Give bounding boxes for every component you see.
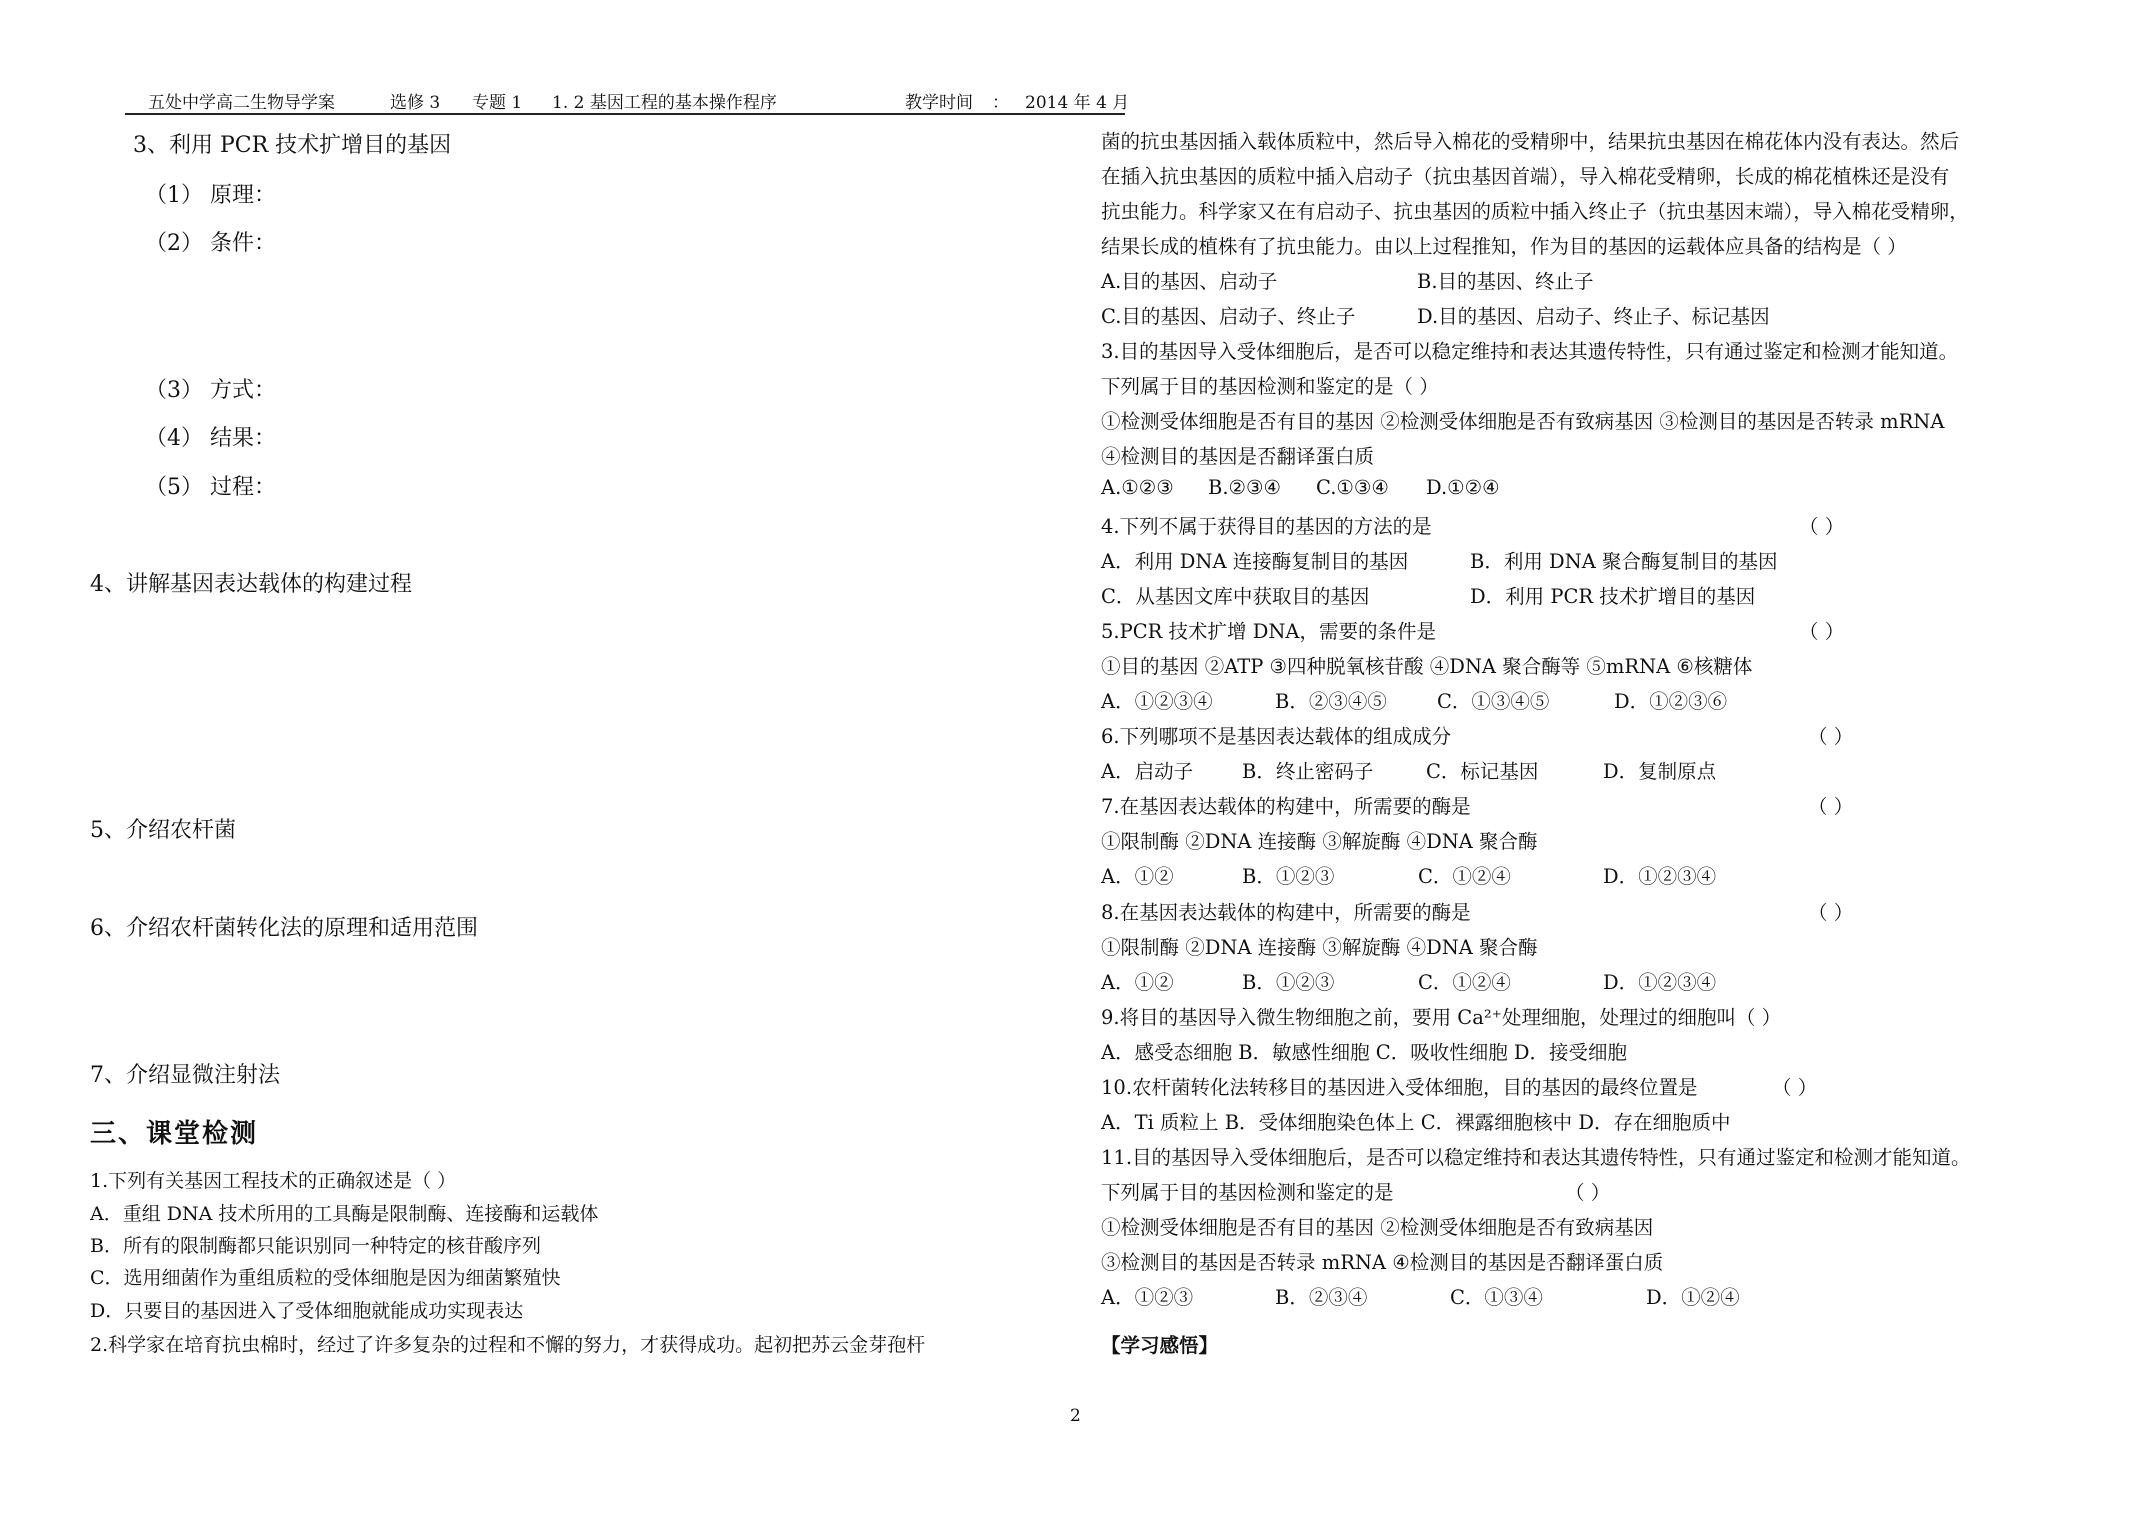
header-colon: ： — [992, 93, 1009, 113]
q6-option-c: C．标记基因 — [1426, 760, 1539, 783]
q8-answer-paren: （ ） — [1808, 901, 1854, 924]
q7-option-a: A．①② — [1101, 865, 1174, 888]
q4-answer-paren: （ ） — [1799, 515, 1845, 538]
q5-option-c: C．①③④⑤ — [1437, 690, 1550, 713]
q7-stem: 7.在基因表达载体的构建中，所需要的酶是 — [1101, 795, 1471, 818]
section-6-title: 6、介绍农杆菌转化法的原理和适用范围 — [90, 916, 478, 941]
q2-stem-line: 菌的抗虫基因插入载体质粒中，然后导入棉花的受精卵中，结果抗虫基因在棉花体内没有表达。然后 — [1101, 130, 1960, 153]
header-module: 选修 3 — [390, 93, 441, 113]
q4-option-c: C．从基因文库中获取目的基因 — [1101, 585, 1370, 608]
q2-option-a: A.目的基因、启动子 — [1101, 270, 1278, 293]
header-time-label: 教学时间 — [905, 93, 973, 113]
s3-item-process: （5） 过程： — [145, 475, 276, 500]
s3-item-principle: （1） 原理： — [145, 183, 276, 208]
q6-answer-paren: （ ） — [1808, 725, 1854, 748]
q5-stem: 5.PCR 技术扩增 DNA，需要的条件是 — [1101, 620, 1437, 643]
q3-stem-line: 下列属于目的基因检测和鉴定的是（ ） — [1101, 375, 1439, 398]
header-topic: 专题 1 — [472, 93, 523, 113]
reflection-heading: 【学习感悟】 — [1101, 1334, 1219, 1357]
q7-items: ①限制酶 ②DNA 连接酶 ③解旋酶 ④DNA 聚合酶 — [1101, 830, 1538, 853]
q3-option-d: D.①②④ — [1426, 476, 1500, 499]
q4-stem: 4.下列不属于获得目的基因的方法的是 — [1101, 515, 1432, 538]
q3-items-line: ④检测目的基因是否翻译蛋白质 — [1101, 445, 1375, 468]
s3-item-method: （3） 方式： — [145, 378, 276, 403]
q8-option-a: A．①② — [1101, 971, 1174, 994]
q5-option-a: A．①②③④ — [1101, 690, 1213, 713]
q5-option-d: D．①②③⑥ — [1614, 690, 1728, 713]
q9-options: A．感受态细胞 B．敏感性细胞 C．吸收性细胞 D．接受细胞 — [1101, 1041, 1628, 1064]
section-7-title: 7、介绍显微注射法 — [90, 1063, 280, 1088]
q6-option-a: A．启动子 — [1101, 760, 1194, 783]
q11-option-a: A．①②③ — [1101, 1286, 1194, 1309]
q11-items-line: ③检测目的基因是否转录 mRNA ④检测目的基因是否翻译蛋白质 — [1101, 1251, 1664, 1274]
q10-stem: 10.农杆菌转化法转移目的基因进入受体细胞，目的基因的最终位置是 — [1101, 1076, 1698, 1099]
q10-options: A．Ti 质粒上 B．受体细胞染色体上 C．裸露细胞核中 D．存在细胞质中 — [1101, 1111, 1731, 1134]
q11-items-line: ①检测受体细胞是否有目的基因 ②检测受体细胞是否有致病基因 — [1101, 1216, 1654, 1239]
header-section: 1. 2 基因工程的基本操作程序 — [552, 93, 777, 113]
q3-stem-line: 3.目的基因导入受体细胞后，是否可以稳定维持和表达其遗传特性，只有通过鉴定和检测才能知道。 — [1101, 340, 1959, 363]
q1-option-d: D．只要目的基因进入了受体细胞就能成功实现表达 — [90, 1300, 524, 1322]
section-5-title: 5、介绍农杆菌 — [90, 818, 236, 843]
q9-stem: 9.将目的基因导入微生物细胞之前，要用 Ca²⁺处理细胞，处理过的细胞叫（ ） — [1101, 1006, 1782, 1029]
q2-option-d: D.目的基因、启动子、终止子、标记基因 — [1417, 305, 1770, 328]
q6-stem: 6.下列哪项不是基因表达载体的组成成分 — [1101, 725, 1452, 748]
part-3-heading: 三、课堂检测 — [90, 1119, 259, 1149]
header-school: 五处中学高二生物导学案 — [148, 93, 335, 113]
q8-option-c: C．①②④ — [1418, 971, 1511, 994]
q5-items: ①目的基因 ②ATP ③四种脱氧核苷酸 ④DNA 聚合酶等 ⑤mRNA ⑥核糖体 — [1101, 655, 1753, 678]
q4-option-d: D．利用 PCR 技术扩增目的基因 — [1470, 585, 1756, 608]
q8-stem: 8.在基因表达载体的构建中，所需要的酶是 — [1101, 901, 1471, 924]
q11-stem-line: 下列属于目的基因检测和鉴定的是 — [1101, 1181, 1394, 1204]
q8-option-b: B．①②③ — [1242, 971, 1335, 994]
section-4-title: 4、讲解基因表达载体的构建过程 — [90, 572, 412, 597]
q4-option-b: B．利用 DNA 聚合酶复制目的基因 — [1470, 550, 1778, 573]
q2-stem-line: 结果长成的植株有了抗虫能力。由以上过程推知，作为目的基因的运载体应具备的结构是（ ） — [1101, 235, 1907, 258]
q7-option-d: D．①②③④ — [1603, 865, 1717, 888]
q11-option-c: C．①③④ — [1450, 1286, 1543, 1309]
page-number: 2 — [1070, 1406, 1081, 1426]
q7-option-c: C．①②④ — [1418, 865, 1511, 888]
q2-stem-line: 在插入抗虫基因的质粒中插入启动子（抗虫基因首端），导入棉花受精卵，长成的棉花植株还是没有 — [1101, 165, 1950, 188]
q2-option-c: C.目的基因、启动子、终止子 — [1101, 305, 1356, 328]
s3-item-result: （4） 结果： — [145, 426, 276, 451]
q10-answer-paren: （ ） — [1772, 1076, 1818, 1099]
q8-option-d: D．①②③④ — [1603, 971, 1717, 994]
q2-option-b: B.目的基因、终止子 — [1417, 270, 1594, 293]
q7-answer-paren: （ ） — [1808, 795, 1854, 818]
q5-option-b: B．②③④⑤ — [1275, 690, 1387, 713]
q3-items-line: ①检测受体细胞是否有目的基因 ②检测受体细胞是否有致病基因 ③检测目的基因是否转录 mRNA — [1101, 410, 1945, 433]
q11-option-b: B．②③④ — [1275, 1286, 1368, 1309]
q2-stem-line: 抗虫能力。科学家又在有启动子、抗虫基因的质粒中插入终止子（抗虫基因末端），导入棉花受精卵， — [1101, 200, 1969, 223]
q7-option-b: B．①②③ — [1242, 865, 1335, 888]
q3-option-a: A.①②③ — [1101, 476, 1174, 499]
q3-option-b: B.②③④ — [1208, 476, 1281, 499]
q5-answer-paren: （ ） — [1799, 620, 1845, 643]
q6-option-b: B．终止密码子 — [1242, 760, 1374, 783]
s3-item-conditions: （2） 条件： — [145, 231, 276, 256]
q1-stem: 1.下列有关基因工程技术的正确叙述是（ ） — [90, 1170, 457, 1192]
q4-option-a: A．利用 DNA 连接酶复制目的基因 — [1101, 550, 1409, 573]
q11-option-d: D．①②④ — [1646, 1286, 1740, 1309]
q1-option-a: A．重组 DNA 技术所用的工具酶是限制酶、连接酶和运载体 — [90, 1203, 599, 1225]
q6-option-d: D．复制原点 — [1603, 760, 1717, 783]
header-rule — [125, 113, 1125, 115]
q11-answer-paren: （ ） — [1565, 1181, 1611, 1204]
q2-stem-start: 2.科学家在培育抗虫棉时，经过了许多复杂的过程和不懈的努力，才获得成功。起初把苏云金芽孢杆 — [90, 1334, 926, 1356]
q3-option-c: C.①③④ — [1316, 476, 1389, 499]
q1-option-c: C．选用细菌作为重组质粒的受体细胞是因为细菌繁殖快 — [90, 1267, 561, 1289]
q11-stem-line: 11.目的基因导入受体细胞后，是否可以稳定维持和表达其遗传特性，只有通过鉴定和检测才能知道。 — [1101, 1146, 1971, 1169]
header-time-value: 2014 年 4 月 — [1025, 93, 1130, 113]
q1-option-b: B．所有的限制酶都只能识别同一种特定的核苷酸序列 — [90, 1235, 541, 1257]
section-3-title: 3、利用 PCR 技术扩增目的基因 — [133, 133, 452, 158]
q8-items: ①限制酶 ②DNA 连接酶 ③解旋酶 ④DNA 聚合酶 — [1101, 936, 1538, 959]
